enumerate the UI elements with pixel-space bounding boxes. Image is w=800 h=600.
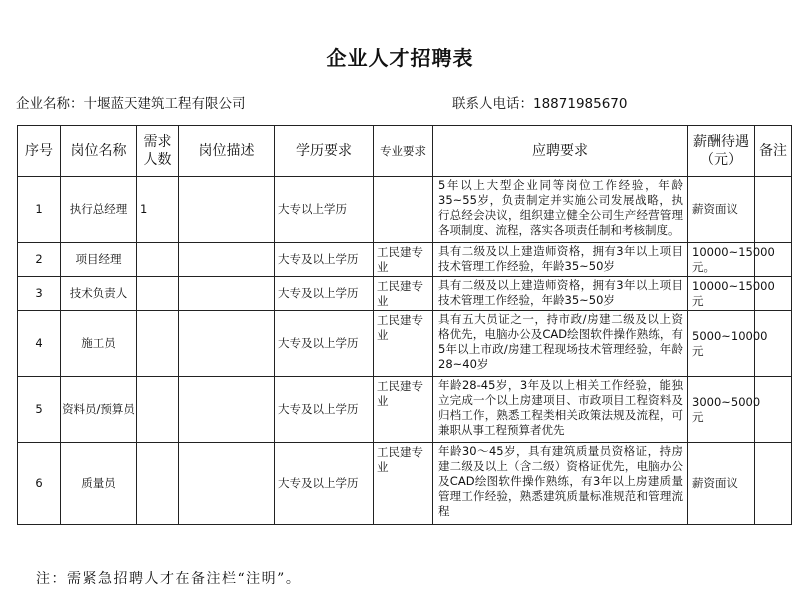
cell-position: 质量员 xyxy=(61,443,137,525)
cell-seq: 4 xyxy=(18,311,61,377)
table-row xyxy=(18,443,792,525)
header-requirements: 应聘要求 xyxy=(433,126,688,177)
cell-salary: 薪资面议 xyxy=(688,443,755,525)
cell-requirements: 具有二级及以上建造师资格，拥有3年以上项目技术管理工作经验，年龄35~50岁 xyxy=(433,277,688,311)
cell-seq: 1 xyxy=(18,177,61,243)
cell-major: 工民建专业 xyxy=(374,443,433,525)
table-row xyxy=(18,177,792,243)
recruitment-table xyxy=(17,125,792,525)
cell-remark xyxy=(755,311,792,377)
cell-seq: 6 xyxy=(18,443,61,525)
cell-education: 大专及以上学历 xyxy=(275,243,374,277)
cell-salary: 10000~15000元 xyxy=(688,277,755,311)
footnote: 注：需紧急招聘人才在备注栏“注明”。 xyxy=(36,571,302,587)
cell-salary: 5000~10000元 xyxy=(688,311,755,377)
cell-count xyxy=(137,277,179,311)
table-row xyxy=(18,377,792,443)
cell-description xyxy=(179,443,275,525)
header-education: 学历要求 xyxy=(275,126,374,177)
cell-salary: 3000~5000元 xyxy=(688,377,755,443)
cell-count xyxy=(137,243,179,277)
cell-education: 大专以上学历 xyxy=(275,177,374,243)
cell-position: 执行总经理 xyxy=(61,177,137,243)
header-count: 需求人数 xyxy=(137,126,179,177)
cell-education: 大专及以上学历 xyxy=(275,443,374,525)
cell-requirements: 年龄30～45岁，具有建筑质量员资格证，持房建二级及以上（含二级）资格证优先，电脑办公及CAD绘图软件操作熟练，有3年以上房建质量管理工作经验，熟悉建筑质量标准规范和管理流程 xyxy=(433,443,688,525)
header-remark: 备注 xyxy=(755,126,792,177)
cell-position: 资料员/预算员 xyxy=(61,377,137,443)
table-row xyxy=(18,311,792,377)
cell-education: 大专及以上学历 xyxy=(275,277,374,311)
cell-major xyxy=(374,177,433,243)
cell-major: 工民建专业 xyxy=(374,377,433,443)
cell-position: 项目经理 xyxy=(61,243,137,277)
contact-info xyxy=(452,92,627,112)
cell-requirements: 年龄28-45岁，3年及以上相关工作经验，能独立完成一个以上房建项目、市政项目工程资料及归档工作，熟悉工程类相关政策法规及流程，可兼职从事工程预算者优先 xyxy=(433,377,688,443)
cell-major: 工民建专业 xyxy=(374,243,433,277)
cell-description xyxy=(179,277,275,311)
cell-seq: 2 xyxy=(18,243,61,277)
table-row xyxy=(18,243,792,277)
cell-education: 大专及以上学历 xyxy=(275,377,374,443)
cell-major: 工民建专业 xyxy=(374,277,433,311)
cell-count xyxy=(137,311,179,377)
page-title: 企业人才招聘表 xyxy=(326,46,474,70)
cell-salary: 薪资面议 xyxy=(688,177,755,243)
cell-count xyxy=(137,443,179,525)
cell-position: 施工员 xyxy=(61,311,137,377)
cell-requirements: 5年以上大型企业同等岗位工作经验，年龄35~55岁，负责制定并实施公司发展战略，执行总经会决议，组织建立健全公司生产经营管理各项制度、流程，落实各项责任制和考核制度。 xyxy=(433,177,688,243)
cell-description xyxy=(179,243,275,277)
cell-salary: 10000~15000元。 xyxy=(688,243,755,277)
cell-seq: 3 xyxy=(18,277,61,311)
cell-seq: 5 xyxy=(18,377,61,443)
cell-remark xyxy=(755,443,792,525)
cell-count: 1 xyxy=(137,177,179,243)
cell-remark xyxy=(755,377,792,443)
header-description: 岗位描述 xyxy=(179,126,275,177)
cell-requirements: 具有五大员证之一，持市政/房建二级及以上资格优先，电脑办公及CAD绘图软件操作熟练，有5年以上市政/房建工程现场技术管理经验，年龄28~40岁 xyxy=(433,311,688,377)
cell-description xyxy=(179,377,275,443)
cell-major: 工民建专业 xyxy=(374,311,433,377)
company-info xyxy=(16,92,246,112)
cell-description xyxy=(179,311,275,377)
cell-position: 技术负责人 xyxy=(61,277,137,311)
header-position: 岗位名称 xyxy=(61,126,137,177)
table-header-row xyxy=(18,126,792,177)
cell-education: 大专及以上学历 xyxy=(275,311,374,377)
cell-requirements: 具有二级及以上建造师资格，拥有3年以上项目技术管理工作经验，年龄35~50岁 xyxy=(433,243,688,277)
company-label: 企业名称： xyxy=(16,96,84,112)
table-row xyxy=(18,277,792,311)
cell-remark xyxy=(755,177,792,243)
contact-phone: 18871985670 xyxy=(533,96,628,112)
header-major: 专业要求 xyxy=(374,126,433,177)
contact-label: 联系人电话： xyxy=(452,96,533,112)
cell-description xyxy=(179,177,275,243)
header-salary: 薪酬待遇（元） xyxy=(688,126,755,177)
cell-count xyxy=(137,377,179,443)
company-name: 十堰蓝天建筑工程有限公司 xyxy=(83,96,246,112)
header-seq: 序号 xyxy=(18,126,61,177)
